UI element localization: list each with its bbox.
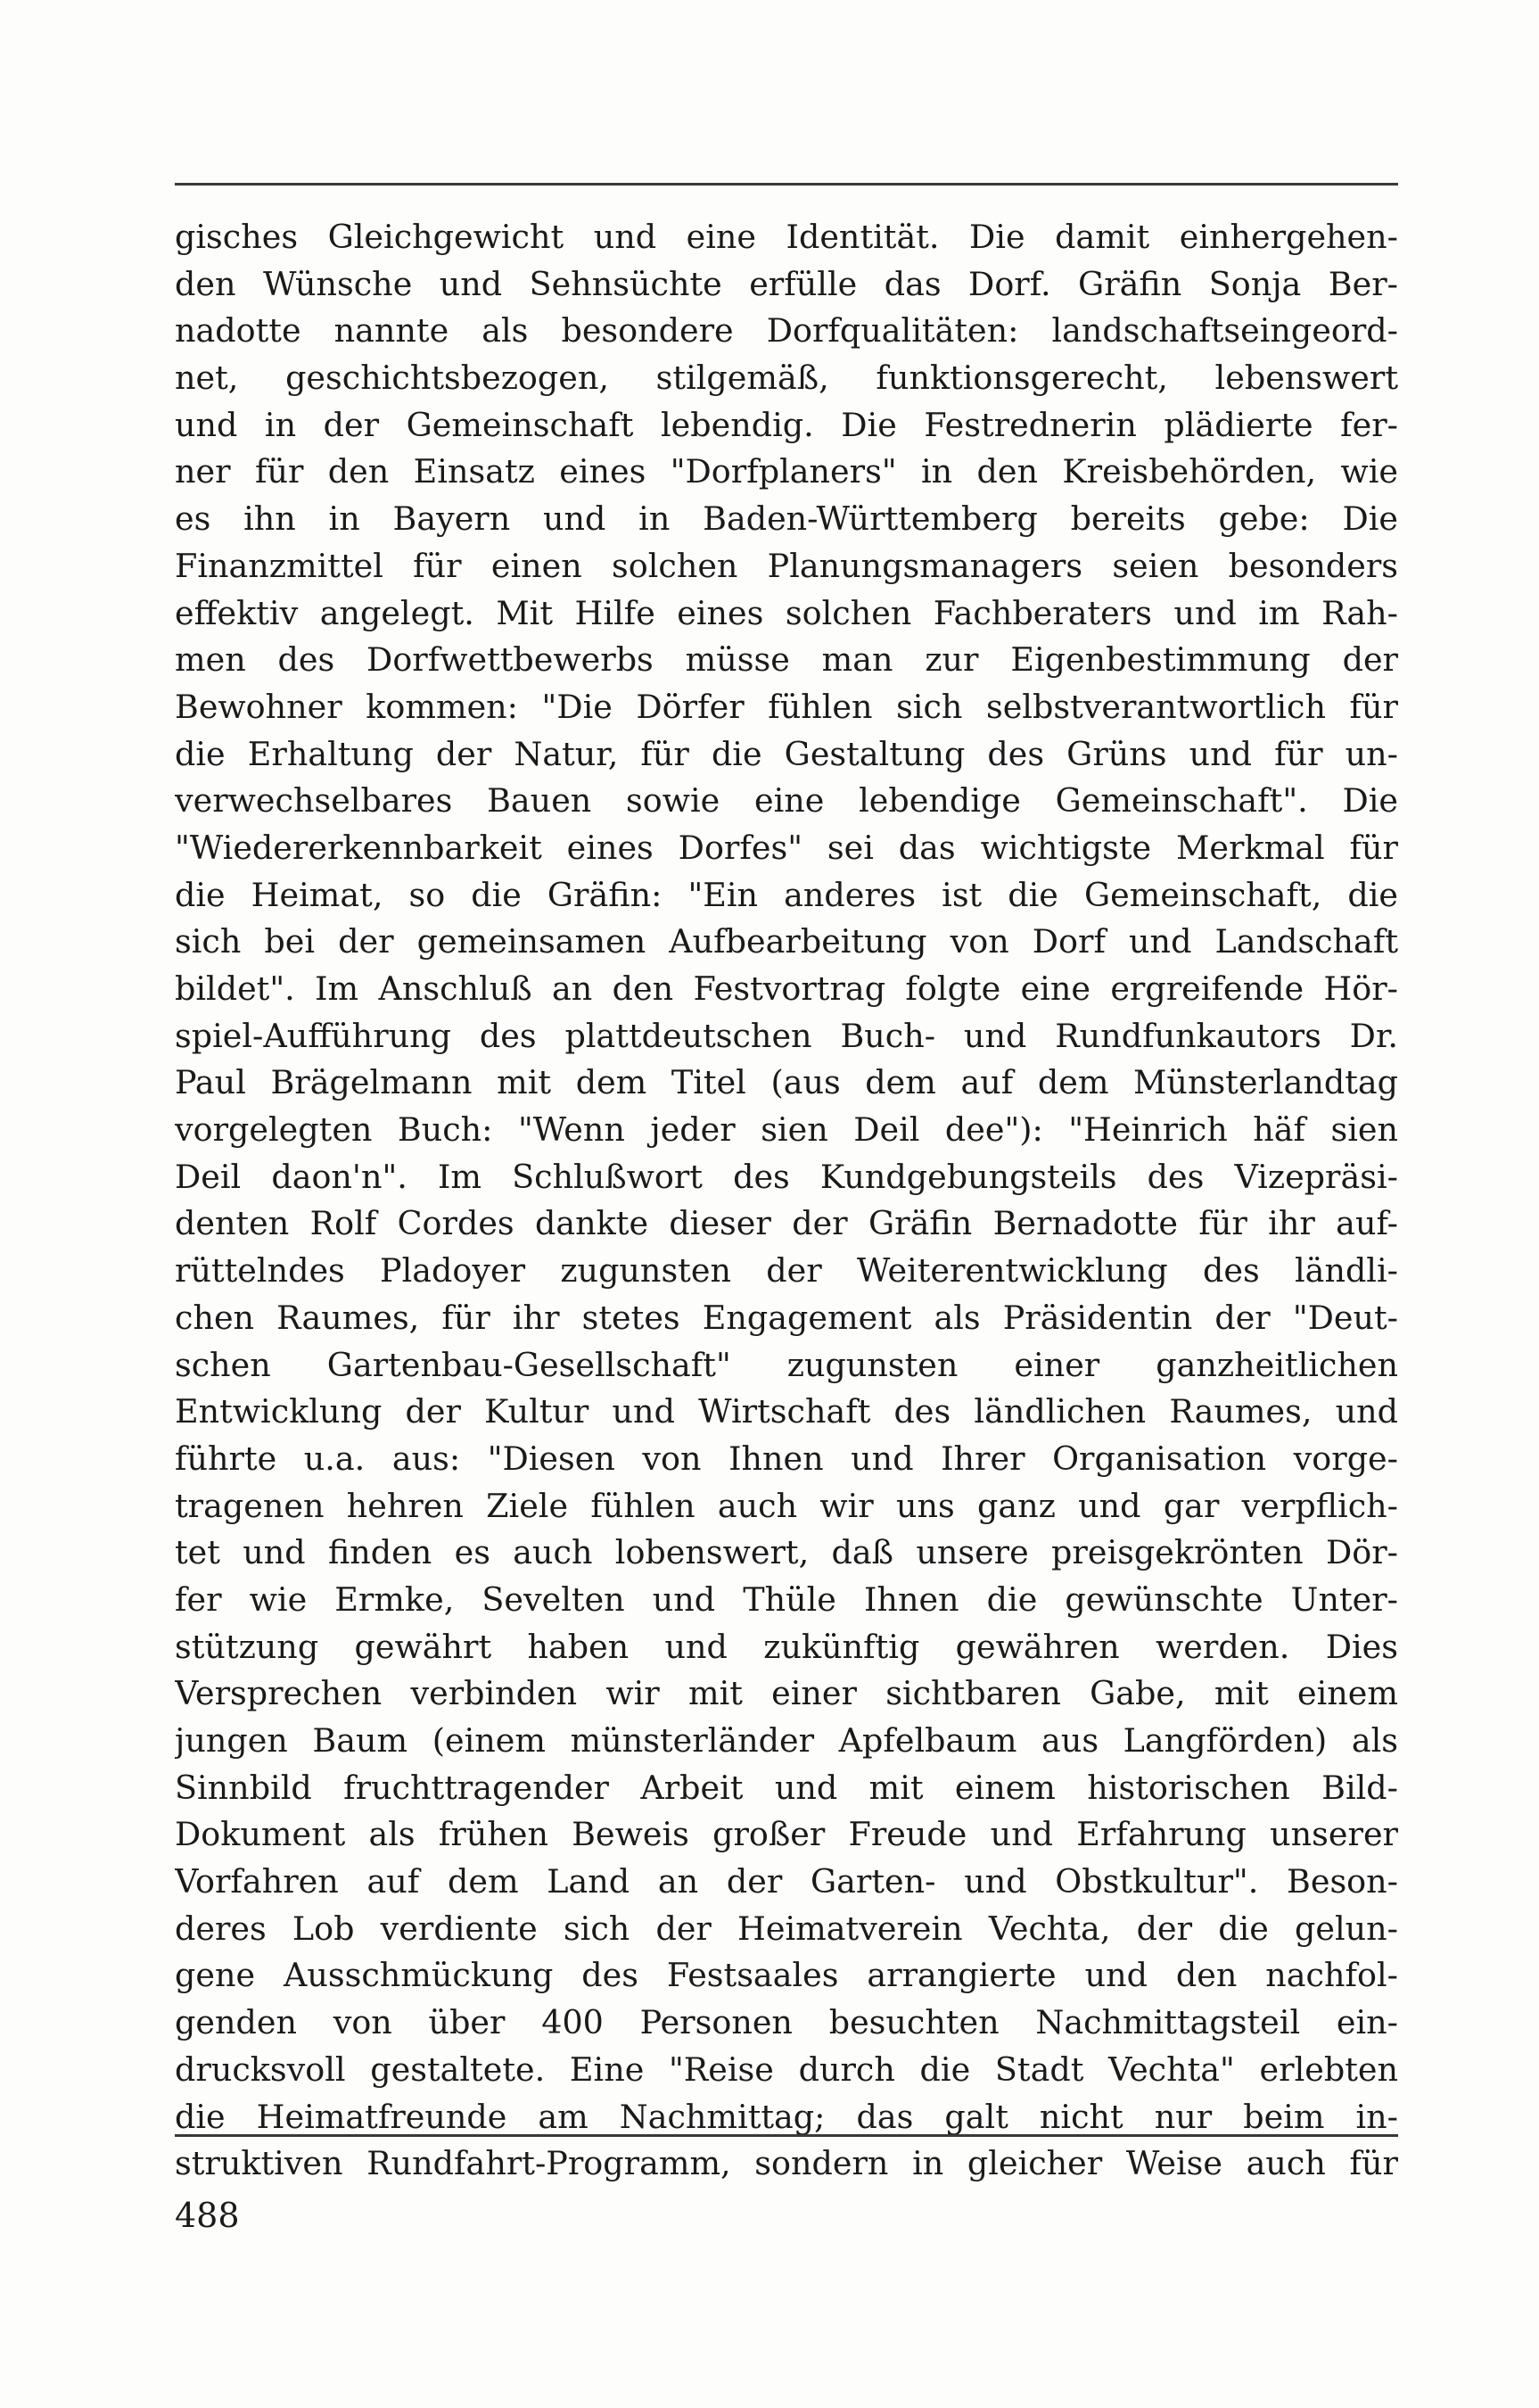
top-rule <box>175 183 1398 186</box>
text-line: "Wiedererkennbarkeit eines Dorfes" sei das wichtigste Merkmal für <box>175 828 1398 867</box>
text-line: und in der Gemeinschaft lebendig. Die Festrednerin plädierte fer- <box>175 405 1398 444</box>
text-line: spiel-Aufführung des plattdeutschen Buch- und Rundfunkautors Dr. <box>175 1016 1398 1055</box>
text-line: ner für den Einsatz eines "Dorfplaners" in den Kreisbehörden, wie <box>175 452 1398 491</box>
text-line: rüttelndes Pladoyer zugunsten der Weiterentwicklung des ländli- <box>175 1251 1398 1291</box>
text-line: denten Rolf Cordes dankte dieser der Gräfin Bernadotte für ihr auf- <box>175 1204 1398 1243</box>
text-line: die Erhaltung der Natur, für die Gestaltung des Grüns und für un- <box>175 734 1398 773</box>
text-line: net, geschichtsbezogen, stilgemäß, funktionsgerecht, lebenswert <box>175 359 1398 398</box>
text-line: den Wünsche und Sehnsüchte erfülle das Dorf. Gräfin Sonja Ber- <box>175 264 1398 303</box>
text-line: verwechselbares Bauen sowie eine lebendige Gemeinschaft". Die <box>175 781 1398 821</box>
text-line: Versprechen verbinden wir mit einer sichtbaren Gabe, mit einem <box>175 1674 1398 1713</box>
text-line: genden von über 400 Personen besuchten Nachmittagsteil ein- <box>175 2003 1398 2042</box>
text-line: Vorfahren auf dem Land an der Garten- und Obstkultur". Beson- <box>175 1862 1398 1901</box>
text-line: struktiven Rundfahrt-Programm, sondern in gleicher Weise auch für <box>175 2144 1398 2183</box>
text-line: jungen Baum (einem münsterländer Apfelbaum aus Langförden) als <box>175 1721 1398 1760</box>
text-line: Deil daon'n". Im Schlußwort des Kundgebungsteils des Vizepräsi- <box>175 1157 1398 1196</box>
text-line: die Heimatfreunde am Nachmittag; das galt nicht nur beim in- <box>175 2097 1398 2136</box>
text-line: chen Raumes, für ihr stetes Engagement als Präsidentin der "Deut- <box>175 1298 1398 1337</box>
text-line: tet und finden es auch lobenswert, daß unsere preisgekrönten Dör- <box>175 1533 1398 1572</box>
text-line: deres Lob verdiente sich der Heimatverein Vechta, der die gelun- <box>175 1909 1398 1948</box>
text-line: Entwicklung der Kultur und Wirtschaft des ländlichen Raumes, und <box>175 1392 1398 1431</box>
text-line: tragenen hehren Ziele fühlen auch wir uns ganz und gar verpflich- <box>175 1486 1398 1525</box>
text-line: vorgelegten Buch: "Wenn jeder sien Deil dee"): "Heinrich häf sien <box>175 1110 1398 1150</box>
body-text <box>175 214 1398 2188</box>
text-line: Paul Brägelmann mit dem Titel (aus dem auf dem Münsterlandtag <box>175 1063 1398 1102</box>
text-line: nadotte nannte als besondere Dorfqualitäten: landschaftseingeord- <box>175 311 1398 350</box>
text-line: gene Ausschmückung des Festsaales arrangierte und den nachfol- <box>175 1956 1398 1995</box>
text-line: bildet". Im Anschluß an den Festvortrag folgte eine ergreifende Hör- <box>175 969 1398 1008</box>
text-line: schen Gartenbau-Gesellschaft" zugunsten einer ganzheitlichen <box>175 1345 1398 1384</box>
text-line: Sinnbild fruchttragender Arbeit und mit einem historischen Bild- <box>175 1768 1398 1807</box>
text-line: Finanzmittel für einen solchen Planungsmanagers seien besonders <box>175 546 1398 585</box>
page-number: 488 <box>175 2196 240 2235</box>
text-line: gisches Gleichgewicht und eine Identität. Die damit einhergehen- <box>175 218 1398 256</box>
text-line: Bewohner kommen: "Die Dörfer fühlen sich selbstverantwortlich für <box>175 687 1398 726</box>
text-line: Dokument als frühen Beweis großer Freude und Erfahrung unserer <box>175 1815 1398 1854</box>
text-line: drucksvoll gestaltete. Eine "Reise durch die Stadt Vechta" erlebten <box>175 2049 1398 2089</box>
text-line: sich bei der gemeinsamen Aufbearbeitung von Dorf und Landschaft <box>175 922 1398 961</box>
text-line: es ihn in Bayern und in Baden-Württemberg bereits gebe: Die <box>175 499 1398 539</box>
text-line: stützung gewährt haben und zukünftig gewähren werden. Dies <box>175 1627 1398 1666</box>
text-line: men des Dorfwettbewerbs müsse man zur Eigenbestimmung der <box>175 640 1398 680</box>
text-line: führte u.a. aus: "Diesen von Ihnen und Ihrer Organisation vorge- <box>175 1439 1398 1478</box>
text-line: effektiv angelegt. Mit Hilfe eines solchen Fachberaters und im Rah- <box>175 593 1398 632</box>
text-line: die Heimat, so die Gräfin: "Ein anderes ist die Gemeinschaft, die <box>175 875 1398 914</box>
bottom-rule <box>175 2134 1398 2137</box>
text-line: fer wie Ermke, Sevelten und Thüle Ihnen die gewünschte Unter- <box>175 1579 1398 1619</box>
